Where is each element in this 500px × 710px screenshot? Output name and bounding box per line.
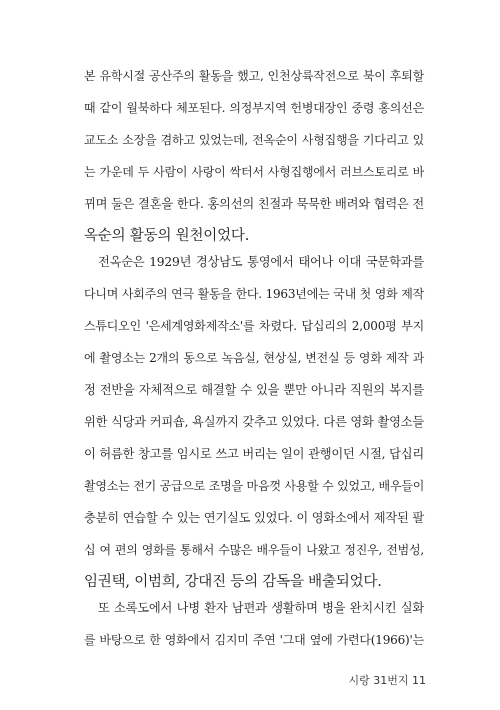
paragraph-line: 는 가운데 두 사람이 사랑이 싹터서 사형집행에서 러브스토리로 바 [84, 165, 424, 179]
paragraph-line: 교도소 소장을 겸하고 있었는데, 전옥순이 사형집행을 기다리고 있 [84, 133, 424, 147]
paragraph-line: 옥순의 활동의 원천이었다. [84, 228, 250, 244]
paragraph-line: 스튜디오인 '은세계영화제작소'를 차렸다. 답십리의 2,000평 부지 [84, 319, 424, 333]
paragraph-line: 또 소록도에서 나병 환자 남편과 생활하며 병을 완치시킨 실화 [98, 601, 424, 615]
paragraph-line: 충분히 연습할 수 있는 연기실도 있었다. 이 영화소에서 제작된 팔 [84, 511, 424, 525]
page-footer: 시랑 31번지 11 [348, 674, 426, 687]
paragraph-line: 때 같이 월북하다 체포된다. 의정부지역 헌병대장인 중령 홍의선은 [84, 101, 424, 115]
paragraph-line: 십 여 편의 영화를 통해서 수많은 배우들이 나왔고 정진우, 전범성, [84, 543, 424, 557]
paragraph-line: 정 전반을 자체적으로 해결할 수 있을 뿐만 아니라 직원의 복지를 [84, 383, 424, 397]
paragraph-line: 다니며 사회주의 연극 활동을 한다. 1963년에는 국내 첫 영화 제작 [84, 287, 424, 301]
paragraph-line: 위한 식당과 커피숍, 욕실까지 갖추고 있었다. 다른 영화 촬영소들 [84, 415, 424, 429]
paragraph-line: 를 바탕으로 한 영화에서 김지미 주연 '그대 옆에 가련다(1966)'는 [84, 633, 424, 647]
paragraph-line: 촬영소는 전기 공급으로 조명을 마음껏 사용할 수 있었고, 배우들이 [84, 479, 425, 493]
paragraph-line: 뀌며 둘은 결혼을 한다. 홍의선의 친절과 묵묵한 배려와 협력은 전 [84, 197, 424, 211]
paragraph-line: 본 유학시절 공산주의 활동을 했고, 인천상륙작전으로 북이 후퇴할 [84, 69, 424, 83]
paragraph-line: 이 허름한 창고를 임시로 쓰고 버리는 일이 관행이던 시절, 답십리 [84, 447, 424, 461]
paragraph-line: 에 촬영소는 2개의 동으로 녹음실, 현상실, 변전실 등 영화 제작 과 [84, 351, 424, 365]
paragraph-line: 임권택, 이범희, 강대진 등의 감독을 배출되었다. [84, 574, 382, 590]
paragraph-line: 전옥순은 1929년 경상남도 통영에서 태어나 이대 국문학과를 [98, 255, 424, 269]
